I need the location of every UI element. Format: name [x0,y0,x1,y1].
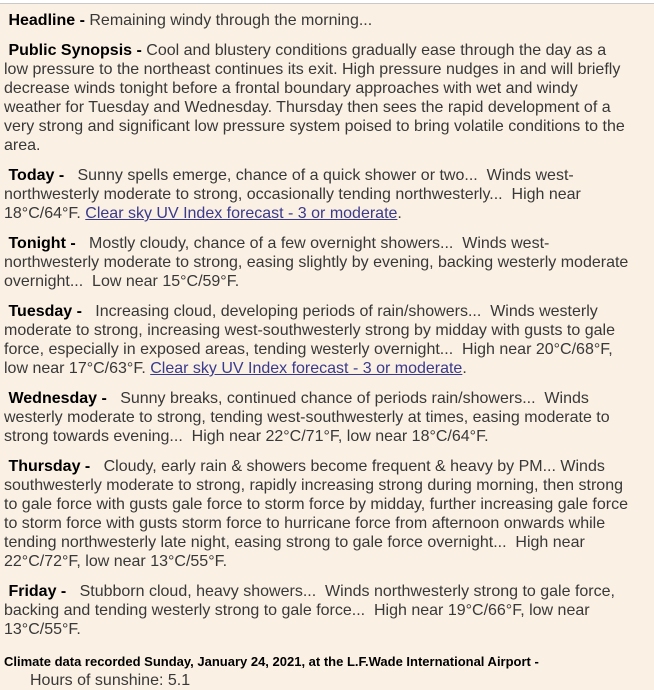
public-synopsis-text: Cool and blustery conditions gradually ease through the day as a low pressure to the northeast continues its exit. High pressure nudges in and will briefly decrease winds tonight before a frontal boundary approaches with wet and windy weather for Tuesday and Wednesday. Thursday then sees the rapid development of a very strong and significant low pressure system poised to bring volatile conditions to the area. [4,42,630,154]
day-text-today: Sunny spells emerge, chance of a quick shower or two... Winds west-northwesterly moderate to strong, occasionally tending northwesterly... High near 18°C/64°F. [4,167,586,222]
day-text-friday: Stubborn cloud, heavy showers... Winds northwesterly strong to gale force, backing and tending westerly strong to gale force... High near 19°C/66°F, low near 13°C/55°F. [4,583,620,638]
climate-data-heading: Climate data recorded Sunday, January 24, 2021, at the L.F.Wade International Airport - [4,654,539,669]
day-text-wednesday: Sunny breaks, continued chance of periods rain/showers... Winds westerly moderate to strong, tending west-southwesterly at times, easing moderate to strong towards evening... High near 22°C/71°F, low near 18°C/64°F. [4,390,615,445]
forecast-content [0,4,654,690]
day-text-thursday: Cloudy, early rain & showers become frequent & heavy by PM... Winds southwesterly moderate to strong, rapidly increasing strong during morning, then strong to gale force with gusts gale force to storm force by midday, further increasing gale force to storm force with gusts storm force to hurricane force from afternoon onwards while tending northwesterly late night, easing strong to gale force overnight... High near 22°C/72°F, low near 13°C/55°F. [4,458,633,570]
forecast-wednesday-paragraph [4,389,632,446]
uv-index-link-tuesday[interactable]: Clear sky UV Index forecast - 3 or moderate [150,360,463,377]
day-label-friday: Friday - [4,583,71,600]
day-label-tuesday: Tuesday - [4,303,87,320]
day-text-today-suffix: . [397,205,402,222]
day-label-today: Today - [4,167,69,184]
headline-paragraph [4,11,632,30]
day-text-tuesday: Increasing cloud, developing periods of rain/showers... Winds westerly moderate to strong, increasing west-southwesterly strong by midday with gusts to gale force, especially in exposed areas, tending westerly overnight... High near 20°C/68°F, low near 17°C/63°F. [4,303,620,377]
day-label-thursday: Thursday - [4,458,95,475]
uv-index-link-today[interactable]: Clear sky UV Index forecast - 3 or moderate [85,205,398,222]
public-synopsis-paragraph [4,41,632,155]
day-text-tuesday-suffix: . [462,360,467,377]
day-label-wednesday: Wednesday - [4,390,112,407]
hours-of-sunshine-line: Hours of sunshine: 5.1 [30,672,191,689]
forecast-thursday-paragraph [4,457,632,571]
headline-text: Remaining windy through the morning... [89,12,373,29]
forecast-tonight-paragraph [4,234,632,291]
public-synopsis-label: Public Synopsis - [4,42,147,59]
forecast-tuesday-paragraph [4,302,632,378]
day-label-tonight: Tonight - [4,235,81,252]
day-text-tonight: Mostly cloudy, chance of a few overnight showers... Winds west-northwesterly moderate to strong, easing slightly by evening, backing westerly moderate overnight... Low near 15°C/59°F. [4,235,633,290]
headline-label: Headline - [4,12,90,29]
forecast-today-paragraph [4,166,632,223]
forecast-friday-paragraph [4,582,632,639]
